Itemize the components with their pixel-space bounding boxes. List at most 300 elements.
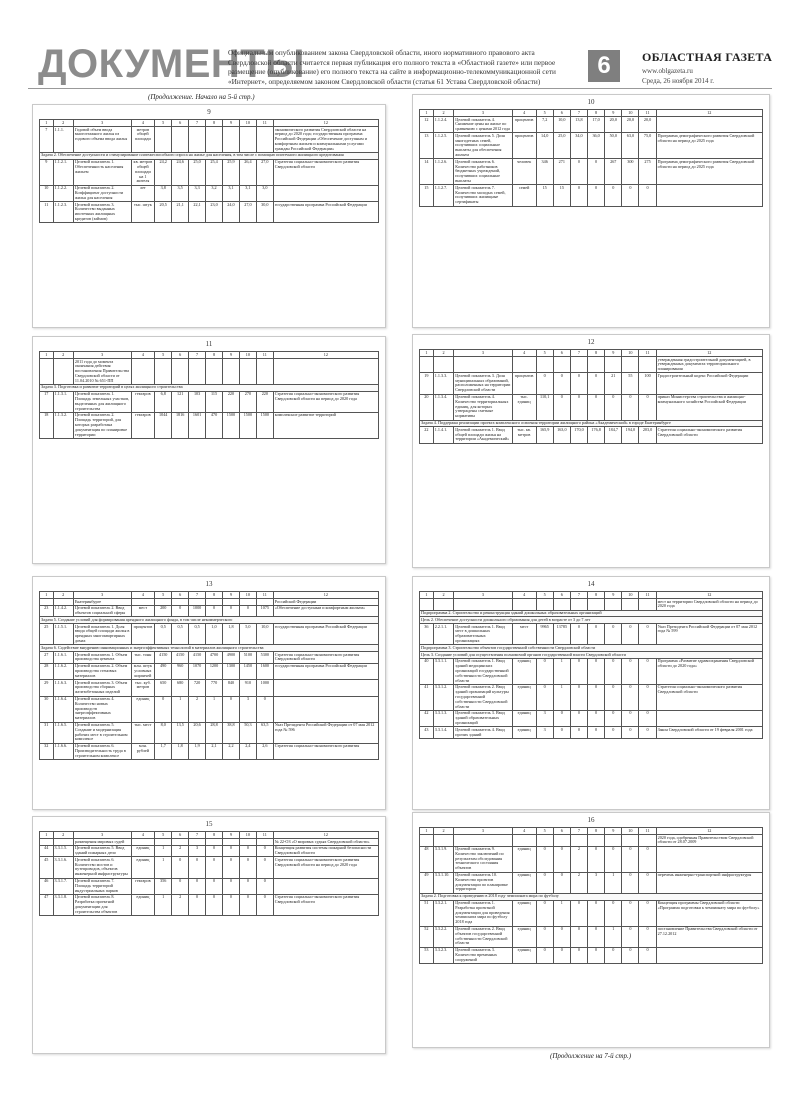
table-cell: единиц [131, 894, 155, 915]
table-cell: Целевой показатель 9. Количество заключений по результатам обследования технического состояния объектов [454, 846, 512, 872]
table-cell [639, 835, 656, 847]
table-cell: Указ Президента Российской Федерации от 07 мая 2012 года № 596 [273, 722, 378, 743]
table-cell [656, 710, 762, 726]
table-cell [570, 357, 587, 373]
table-cell: 200 [155, 605, 172, 617]
table-cell: размещения мировых судей [73, 839, 131, 846]
publication-notice: Официальным опубликованием закона Свердловской области, иного нормативного правового акта Свердловской области считается первая публикация его полного текста в «Областной газете» или первое размещение (опубликование) его полного текста на сайте в информационно-телекоммуникационной сети «Интернет», определяемом законом Свердловской области (статья 61 Устава Свердловской области) [228, 48, 556, 86]
column-number-row [420, 828, 763, 835]
table-cell: 40 [420, 658, 434, 684]
issue-date: Среда, 26 ноября 2014 г. [642, 77, 715, 85]
table-row [40, 857, 379, 878]
table-cell: 1 [553, 684, 570, 710]
table-cell [256, 599, 273, 606]
column-number: 5 [155, 120, 172, 127]
column-number: 1 [40, 592, 54, 599]
table-cell: 0 [588, 624, 605, 645]
table-cell: 650 [155, 680, 172, 696]
table-cell: 0 [536, 846, 553, 872]
column-number: 8 [206, 352, 223, 359]
table-cell: 31 [40, 722, 54, 743]
table-cell [273, 359, 378, 385]
column-number: 11 [256, 352, 273, 359]
table-cell: 1816 [172, 412, 189, 438]
table-cell: 3,2 [206, 185, 223, 201]
column-number: 5 [536, 828, 553, 835]
column-number: 6 [172, 832, 189, 839]
table-cell: Программа демографического развития Свердловской области на период до 2025 года [656, 159, 762, 185]
indicator-table [419, 349, 763, 444]
table-row [40, 845, 379, 857]
table-cell [189, 599, 206, 606]
table-cell: 121 [172, 391, 189, 412]
table-cell [512, 357, 536, 373]
table-cell: Целевой показатель 1. Площадь земельных участков, выделенных для жилищного строительства [74, 391, 130, 411]
table-cell: 0 [588, 727, 605, 739]
table-cell: 2,6 [256, 743, 273, 759]
table-cell: 1.1.6.4. [53, 696, 73, 722]
column-number: 1 [40, 120, 54, 127]
table-cell: 0 [605, 947, 622, 963]
table-cell: 110,1 [536, 394, 553, 420]
column-number: 9 [222, 352, 239, 359]
table-cell: 1 [206, 696, 223, 722]
column-number: 1 [420, 110, 434, 117]
table-cell: 0 [570, 394, 587, 420]
table-cell: Целевой показатель 4. Ввод прочих зданий [454, 727, 512, 739]
sheet-number: 9 [207, 108, 211, 116]
table-cell: 1.1.2.3. [53, 202, 73, 223]
table-cell: 2,2 [222, 743, 239, 759]
table-cell: 0 [622, 872, 639, 893]
table-cell: Целевой показатель 5. Ввод зданий пожарных депо [73, 845, 131, 857]
table-cell: 0 [605, 185, 622, 206]
table-cell: единиц [512, 947, 536, 963]
column-number: 5 [536, 110, 553, 117]
table-cell: 0 [570, 900, 587, 926]
column-number: 6 [553, 350, 570, 357]
table-cell: 1 [172, 696, 189, 722]
table-row [40, 839, 379, 846]
table-cell: 1.1.1. [53, 127, 73, 153]
table-cell: 1 [155, 845, 172, 857]
table-cell: утвержденная градостроительной документацией, в утвержденных документах территориального планирования [656, 357, 762, 373]
masthead-divider [28, 88, 772, 89]
table-cell: 3 [239, 696, 256, 722]
table-cell: 0 [639, 727, 656, 739]
column-number: 4 [512, 828, 536, 835]
table-row [40, 878, 379, 894]
table-cell: приказ Министерства строительства и жилищно-коммунального хозяйства Российской Федерации [656, 394, 762, 420]
section-title: Цель 3. Создание условий для осуществления полномочий органов государственной власти Свердловской области [420, 652, 763, 659]
table-cell: млн. штук условных кирпичей [131, 663, 155, 679]
table-cell: 12 [420, 117, 434, 133]
section-title: Задача 6. Содействие внедрению инновационных и энергоэффективных технологий в материалов жилищного строительства [40, 645, 379, 652]
column-number: 1 [40, 832, 54, 839]
column-number: 8 [588, 350, 605, 357]
column-number: 5 [155, 592, 172, 599]
table-cell [155, 599, 172, 606]
column-number: 4 [131, 592, 155, 599]
table-cell [605, 599, 622, 611]
table-cell: 0 [622, 624, 639, 645]
table-row [420, 133, 763, 159]
sheet-page-11 [32, 336, 386, 564]
table-cell: мест [512, 624, 536, 645]
table-cell: 0 [570, 926, 587, 947]
table-cell: единиц [512, 684, 536, 710]
table-cell: Закон Свердловской области от 19 февраля 2001 года [656, 727, 762, 739]
table-cell: 194,0 [622, 427, 639, 443]
table-cell [622, 599, 639, 611]
column-number: 9 [222, 592, 239, 599]
table-cell [206, 127, 223, 153]
table-cell: 680 [172, 680, 189, 696]
table-cell: 1.1.2.4. [433, 117, 454, 133]
column-number: 10 [239, 592, 256, 599]
table-cell: 1,9 [189, 743, 206, 759]
table-cell [155, 359, 172, 385]
table-cell: 3,3 [189, 185, 206, 201]
table-cell: 9 [40, 159, 54, 185]
table-cell [40, 359, 54, 385]
column-number: 9 [605, 350, 622, 357]
table-cell: 1.1.3.3. [433, 373, 454, 394]
table-cell: Целевой показатель 4. Снижение цены на жилье по сравнению с ценами 2012 года [454, 117, 512, 133]
table-cell: 45 [40, 857, 54, 878]
table-cell: 0 [622, 658, 639, 684]
table-cell: 0 [553, 846, 570, 872]
table-cell: Годовой объем ввода многоэтажного жилья из годового объема ввода жилья [73, 127, 131, 153]
column-number: 2 [53, 592, 73, 599]
page-number-badge: 6 [588, 50, 620, 82]
table-cell [172, 127, 189, 153]
table-row [420, 684, 763, 710]
column-number: 7 [189, 832, 206, 839]
table-cell: 3 [536, 727, 553, 739]
table-cell: 0 [553, 947, 570, 963]
table-row [420, 658, 763, 684]
table-cell: 184,7 [605, 427, 622, 443]
table-row [420, 835, 763, 847]
table-cell: 0 [622, 926, 639, 947]
column-number: 9 [605, 110, 622, 117]
table-cell: 30 [40, 696, 54, 722]
table-cell: 38,8 [222, 722, 239, 743]
table-cell: 3,5 [172, 185, 189, 201]
column-number: 10 [239, 832, 256, 839]
table-cell: семей [512, 185, 536, 206]
table-cell [53, 839, 73, 846]
table-cell: 28,8 [206, 722, 223, 743]
table-cell: 0 [588, 684, 605, 710]
table-cell: 27 [40, 652, 54, 664]
table-cell [622, 357, 639, 373]
table-cell: 1.1.4.2. [53, 605, 73, 617]
column-number-row [420, 592, 763, 599]
table-cell: 34,0 [570, 133, 587, 159]
continued-from-note: (Продолжение. Начало на 5-й стр.) [148, 93, 255, 101]
table-cell: 4700 [206, 652, 223, 664]
table-row [40, 722, 379, 743]
table-cell [605, 835, 622, 847]
table-cell: 0 [536, 926, 553, 947]
section-row [420, 420, 763, 427]
table-cell: 1.1.6.5. [53, 722, 73, 743]
table-cell: 0 [588, 658, 605, 684]
table-cell: 21 [605, 373, 622, 394]
table-cell: 29 [40, 680, 54, 696]
table-cell: 27,0 [256, 159, 273, 185]
table-cell: 26,4 [239, 159, 256, 185]
table-cell: 770 [206, 680, 223, 696]
table-cell: 2 [172, 845, 189, 857]
table-cell [239, 127, 256, 153]
column-number: 6 [172, 352, 189, 359]
sheet-page-13 [32, 576, 386, 810]
table-cell: 1 [553, 658, 570, 684]
table-cell: 3.3.1.3. [433, 710, 454, 726]
column-number: 12 [273, 120, 378, 127]
table-cell: 25,4 [206, 159, 223, 185]
table-cell: Программа демографического развития Свердловской области на период до 2025 года [656, 133, 762, 159]
table-cell [256, 359, 273, 385]
table-cell: 267 [605, 159, 622, 185]
table-cell: 36 [420, 624, 434, 645]
table-row [40, 412, 379, 438]
table-cell: 170,0 [570, 427, 587, 443]
column-number: 11 [639, 110, 656, 117]
table-cell [155, 127, 172, 153]
table-cell: 1.1.2.1. [53, 159, 73, 185]
table-cell [239, 839, 256, 846]
table-row [420, 846, 763, 872]
table-cell [239, 359, 256, 385]
table-cell: млн. рублей [131, 743, 155, 759]
table-cell: Целевой показатель 3. Доля муниципальных образований, расположенных на территории Свердловской области [455, 372, 511, 393]
table-cell: 0 [588, 900, 605, 926]
table-cell: 0 [570, 658, 587, 684]
table-cell: 17 [40, 391, 54, 412]
table-row [420, 727, 763, 739]
table-cell [536, 357, 553, 373]
sheet-number: 13 [205, 580, 213, 588]
table-row [420, 117, 763, 133]
table-cell [256, 127, 273, 153]
table-cell [222, 127, 239, 153]
table-row [40, 680, 379, 696]
table-cell: 1600 [256, 663, 273, 679]
table-cell: 14 [420, 159, 434, 185]
table-cell: 2 [570, 872, 587, 893]
table-cell: 3.3.1.2. [433, 684, 454, 710]
table-cell: 23,0 [206, 202, 223, 223]
section-title: Задача 2. Обеспечение доступности и стимулирование платежеспособного спроса на жилье для населения, в том числе с помощью ипотечного жилищного кредитования [40, 152, 379, 159]
table-cell: 0 [605, 710, 622, 726]
table-cell: 7,2 [536, 117, 553, 133]
table-cell: 356 [155, 878, 172, 894]
table-cell: 0 [256, 878, 273, 894]
table-cell [273, 878, 378, 894]
table-cell: 3.3.2.2. [433, 926, 454, 947]
table-cell [40, 839, 54, 846]
table-cell [420, 599, 434, 611]
table-cell [172, 599, 189, 606]
table-cell: государственная программа Российской Федерации [273, 202, 378, 223]
table-cell: Целевой показатель 1. Разработка проектной документации для проведения чемпионата мира по футболу 2018 года [454, 900, 512, 926]
table-cell: 20,0 [639, 117, 656, 133]
table-cell: 0 [553, 727, 570, 739]
section-row [420, 617, 763, 624]
sheet-number: 10 [587, 98, 595, 106]
table-cell: 1.1.6.2. [53, 663, 73, 679]
table-row [420, 159, 763, 185]
table-cell: 4150 [189, 652, 206, 664]
table-cell: Целевой показатель 1. Доля ввода общей площади жилья в арендных многоквартирных домах [74, 623, 130, 644]
column-number: 11 [639, 592, 656, 599]
newspaper-site-link[interactable]: www.oblgazeta.ru [642, 67, 693, 75]
table-cell: 0 [570, 947, 587, 963]
table-cell: 0 [239, 894, 256, 915]
section-row [420, 652, 763, 659]
table-cell: 0 [622, 900, 639, 926]
table-cell: 0 [570, 727, 587, 739]
table-cell: тыс. тонн [131, 652, 155, 664]
table-cell: 0 [553, 373, 570, 394]
table-cell: 13 [420, 133, 434, 159]
section-row [40, 645, 379, 652]
table-row [40, 159, 379, 185]
table-cell: 28 [40, 663, 54, 679]
table-cell: 2,4 [239, 743, 256, 759]
column-number: 4 [512, 592, 536, 599]
table-cell: 1500 [256, 412, 273, 438]
column-number: 1 [420, 592, 434, 599]
table-cell: Концепция развития системы пожарной безопасности Свердловской области [273, 845, 378, 857]
table-cell: процентов [131, 624, 155, 645]
table-cell: государственная программа Российской Федерации [273, 624, 378, 645]
table-cell [206, 839, 223, 846]
table-cell: 300 [622, 159, 639, 185]
table-cell: тыс. куб. метров [131, 680, 155, 696]
table-cell: 8,0 [155, 722, 172, 743]
sheet-page-14 [412, 576, 770, 810]
table-cell: 1.1.2.7. [433, 185, 454, 206]
table-row [420, 357, 763, 373]
table-cell: 0 [588, 710, 605, 726]
table-cell [222, 359, 239, 385]
section-row [420, 610, 763, 617]
table-cell: 115 [206, 391, 223, 412]
table-cell: 3.3.1.1. [433, 658, 454, 684]
table-cell: 3,1 [239, 185, 256, 201]
table-cell: 0 [605, 900, 622, 926]
column-number: 6 [172, 120, 189, 127]
table-cell: 63,5 [256, 722, 273, 743]
table-cell: 10 [40, 185, 54, 201]
table-cell: 10,0 [256, 624, 273, 645]
table-cell [605, 357, 622, 373]
table-cell [656, 947, 762, 963]
table-cell: 1450 [239, 663, 256, 679]
table-cell: 0 [605, 624, 622, 645]
table-cell: 100 [639, 373, 656, 394]
table-cell: 20,6 [189, 722, 206, 743]
table-cell: 176,8 [588, 427, 605, 443]
table-cell: 3,8 [155, 185, 172, 201]
table-cell: 0 [570, 185, 587, 206]
table-cell: 48 [420, 846, 434, 872]
table-cell: 55 [622, 373, 639, 394]
table-cell: 1,8 [222, 624, 239, 645]
table-cell: единиц [512, 658, 536, 684]
column-number: 4 [512, 350, 536, 357]
table-cell: 13785 [553, 624, 570, 645]
table-cell [570, 835, 587, 847]
table-cell [553, 357, 570, 373]
table-cell: 0 [536, 684, 553, 710]
table-cell: 3.3.1.6. [53, 857, 73, 878]
section-title: Задача 3. Подготовка и развитие территорий в целях жилищного строительства [40, 384, 379, 391]
column-number: 4 [512, 110, 536, 117]
table-cell: 0,5 [172, 624, 189, 645]
table-cell [53, 359, 73, 385]
table-cell [273, 696, 378, 722]
column-number: 12 [656, 110, 762, 117]
table-row [420, 947, 763, 963]
table-cell: Целевой показатель 4. Количество новых производств энергоэффективных материалов [73, 696, 131, 722]
table-cell: 0 [570, 159, 587, 185]
table-cell: 1500 [239, 412, 256, 438]
table-cell [420, 835, 434, 847]
table-cell: 20,0 [605, 117, 622, 133]
table-cell: 3,1 [222, 185, 239, 201]
table-cell: Целевой показатель 6. Количество мостов и путепроводов, объектов инженерной инфраструктуры [73, 857, 131, 878]
table-cell: Целевой показатель 1. Ввод мест в дошкольных образовательных организациях [454, 624, 512, 645]
table-cell: 0 [622, 727, 639, 739]
table-cell: 0 [605, 658, 622, 684]
table-cell: Целевой показатель 5. Доля многодетных семей, получивших социальные выплаты для обеспечения жильем [454, 133, 512, 159]
column-number: 10 [622, 110, 639, 117]
column-number: 10 [239, 120, 256, 127]
column-number: 9 [222, 832, 239, 839]
table-cell: гектаров [131, 391, 155, 412]
table-cell [588, 599, 605, 611]
table-cell: 220 [222, 391, 239, 412]
table-cell: 25,0 [189, 159, 206, 185]
table-cell: Стратегия социально-экономического развития Свердловской области [273, 159, 378, 185]
table-cell [433, 599, 454, 611]
table-cell: 0 [553, 394, 570, 420]
indicator-table [419, 827, 763, 964]
section-row [420, 645, 763, 652]
column-number: 7 [570, 110, 587, 117]
sheet-number: 11 [205, 340, 213, 348]
table-cell: 203,0 [639, 427, 656, 443]
table-row [420, 900, 763, 926]
column-number: 2 [433, 828, 454, 835]
table-cell: 5,0 [239, 624, 256, 645]
table-cell: 0 [256, 845, 273, 857]
table-cell: 15 [553, 185, 570, 206]
table-cell: Программа «Развитие здравоохранения Свердловской области до 2020 года» [656, 658, 762, 684]
column-number: 6 [172, 592, 189, 599]
table-cell: экономического развития Свердловской области на период до 2020 года; государственная программа Российской Федерации «Обеспечение доступным и комфортным жильем и коммунальными услугами граждан Российской Федерации» [273, 127, 378, 153]
column-number-row [40, 352, 379, 359]
table-cell: Российской Федерации [273, 599, 378, 606]
column-number: 10 [622, 828, 639, 835]
column-number: 5 [155, 832, 172, 839]
